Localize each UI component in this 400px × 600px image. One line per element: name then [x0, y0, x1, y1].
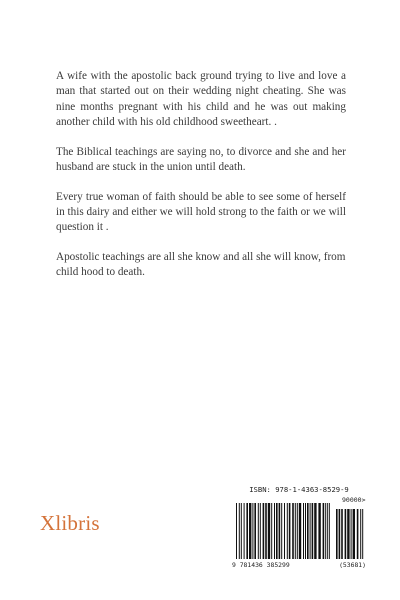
- publisher-logo: Xlibris: [40, 511, 100, 535]
- barcode-addon-digits: (53681): [339, 561, 366, 569]
- blurb-paragraph-1: A wife with the apostolic back ground trying to live and love a man that started out on their wedding night cheating. She was nine months pregnant with his child and he was out making another child with his old childhood sweetheart. .: [56, 70, 346, 128]
- barcode-main-digits: 9 781436 385299: [232, 561, 290, 569]
- blurb-paragraph-3: Every true woman of faith should be able to see some of herself in this dairy and either we will hold strong to the faith or we will question it .: [56, 190, 346, 234]
- back-cover-blurb: [56, 69, 346, 295]
- barcode-digits: [232, 561, 366, 569]
- blurb-paragraph-4: Apostolic teachings are all she know and all she will know, from child hood to death.: [56, 251, 346, 279]
- barcode-addon-price: 90000>: [342, 496, 366, 504]
- blurb-paragraph-2: The Biblical teachings are saying no, to divorce and she and her husband are stuck in the union until death.: [56, 145, 346, 173]
- isbn-barcode: [232, 485, 366, 571]
- barcode-icon: [232, 503, 366, 561]
- isbn-label: ISBN: 978-1-4363-8529-9: [249, 485, 349, 494]
